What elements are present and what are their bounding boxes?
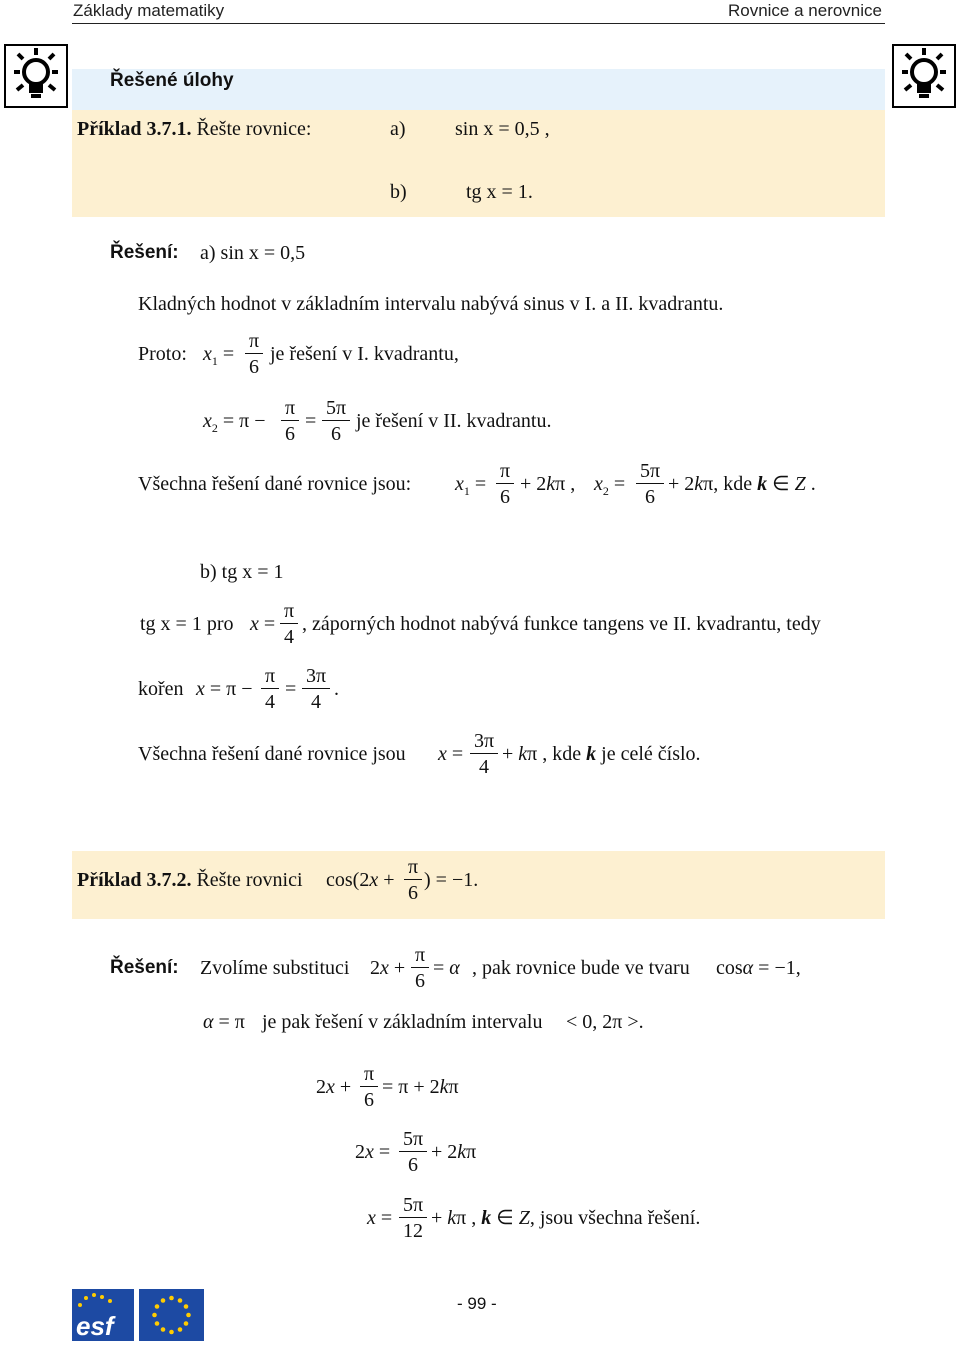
tg-rest: , záporných hodnot nabývá funkce tangens ve II. kvadrantu, tedy (302, 613, 821, 635)
alpha-eq: α = π (203, 1011, 245, 1033)
example-1-a-label: a) (390, 118, 406, 140)
equals-sign: = (305, 410, 317, 432)
all-solutions-a: Všechna řešení dané rovnice jsou: (138, 473, 412, 495)
general-x1-rhs: + 2kπ , (520, 473, 576, 495)
period: . (334, 678, 339, 700)
fraction-pi-6: π 6 (404, 856, 422, 904)
fraction-5pi-6: 5π 6 (636, 460, 664, 508)
example-1-a-equation: sin x = 0,5 , (455, 118, 550, 140)
general-b-rhs: + kπ , kde k je celé číslo. (502, 743, 701, 765)
fraction-pi-6: π 6 (411, 944, 429, 992)
step1-lhs: 2x + (316, 1076, 352, 1098)
fraction-pi-4: π 4 (261, 665, 279, 713)
example-2-heading: Příklad 3.7.2. Řešte rovnici (77, 869, 303, 891)
section-title: Řešené úlohy (110, 70, 234, 91)
substituce-text: Zvolíme substituci (200, 957, 350, 979)
fraction-3pi-4: 3π 4 (302, 665, 330, 713)
x1-lhs: $x_1$ = (203, 343, 235, 368)
substituce-lhs: 2x + (370, 957, 406, 979)
tg-x-lhs: x = (250, 613, 276, 635)
general-x1-lhs: $x_1$ = (455, 473, 487, 498)
tvar-text: , pak rovnice bude ve tvaru (472, 957, 690, 979)
solution-1-b-line: b) tg x = 1 (200, 561, 284, 583)
page-number: - 99 - (457, 1294, 497, 1313)
fraction-pi-6: π 6 (245, 330, 263, 378)
svg-text:esf: esf (76, 1311, 114, 1341)
header-right: Rovnice a nerovnice (727, 1, 882, 20)
alpha-text: je pak řešení v základním intervalu (262, 1011, 543, 1033)
example-2-eq-left: cos(2x + (326, 869, 395, 891)
step2-rhs: + 2kπ (431, 1141, 477, 1163)
x1-text: je řešení v I. kvadrantu, (270, 343, 459, 365)
step3-lhs: x = (367, 1207, 393, 1229)
all-solutions-b: Všechna řešení dané rovnice jsou (138, 743, 406, 765)
header-divider (72, 23, 885, 24)
solution-1-label: Řešení: (110, 242, 179, 263)
fraction-5pi-12: 5π 12 (399, 1194, 427, 1242)
solution-1-a-line: a) sin x = 0,5 (200, 242, 306, 264)
general-b-lhs: x = (438, 743, 464, 765)
fraction-3pi-4: 3π 4 (470, 730, 498, 778)
x2-lhs: $x_2 = \pi$ − (203, 410, 266, 435)
fraction-5pi-6: 5π 6 (399, 1128, 427, 1176)
esf-logo (72, 1289, 134, 1341)
lightbulb-icon (892, 44, 956, 108)
example-2-eq-right: ) = −1. (424, 869, 479, 891)
general-x2-rhs: + 2kπ, kde k ∈ Z . (668, 473, 816, 495)
example-1-heading: Příklad 3.7.1. Řešte rovnice: (77, 118, 312, 140)
x2-text: je řešení v II. kvadrantu. (356, 410, 552, 432)
eu-flag (139, 1289, 204, 1341)
general-x2-lhs: $x_2$ = (594, 473, 626, 498)
lightbulb-icon (4, 44, 68, 108)
fraction-pi-6: π 6 (281, 397, 299, 445)
solution-2-label: Řešení: (110, 957, 179, 978)
fraction-pi-6: π 6 (496, 460, 514, 508)
koren-label: kořen (138, 678, 184, 700)
fraction-5pi-6: 5π 6 (322, 397, 350, 445)
interval: < 0, 2π >. (566, 1011, 644, 1033)
koren-lhs: x = π − (196, 678, 253, 700)
step2-lhs: 2x = (355, 1141, 391, 1163)
fraction-pi-6: π 6 (360, 1063, 378, 1111)
equals-sign: = (285, 678, 297, 700)
substituce-rhs: = α (433, 957, 460, 979)
solution-1-text: Kladných hodnot v základním intervalu nabývá sinus v I. a II. kvadrantu. (138, 293, 724, 315)
cos-alpha-eq: cosα = −1, (716, 957, 801, 979)
step1-rhs: = π + 2kπ (382, 1076, 459, 1098)
fraction-pi-4: π 4 (280, 600, 298, 648)
step3-rhs: + kπ , k ∈ Z, jsou všechna řešení. (431, 1207, 701, 1229)
example-1-b-label: b) (390, 181, 407, 203)
example-1-b-equation: tg x = 1. (466, 181, 533, 203)
tg-pro: tg x = 1 pro (140, 613, 234, 635)
proto-label: Proto: (138, 343, 187, 365)
header-left: Základy matematiky (73, 1, 225, 20)
